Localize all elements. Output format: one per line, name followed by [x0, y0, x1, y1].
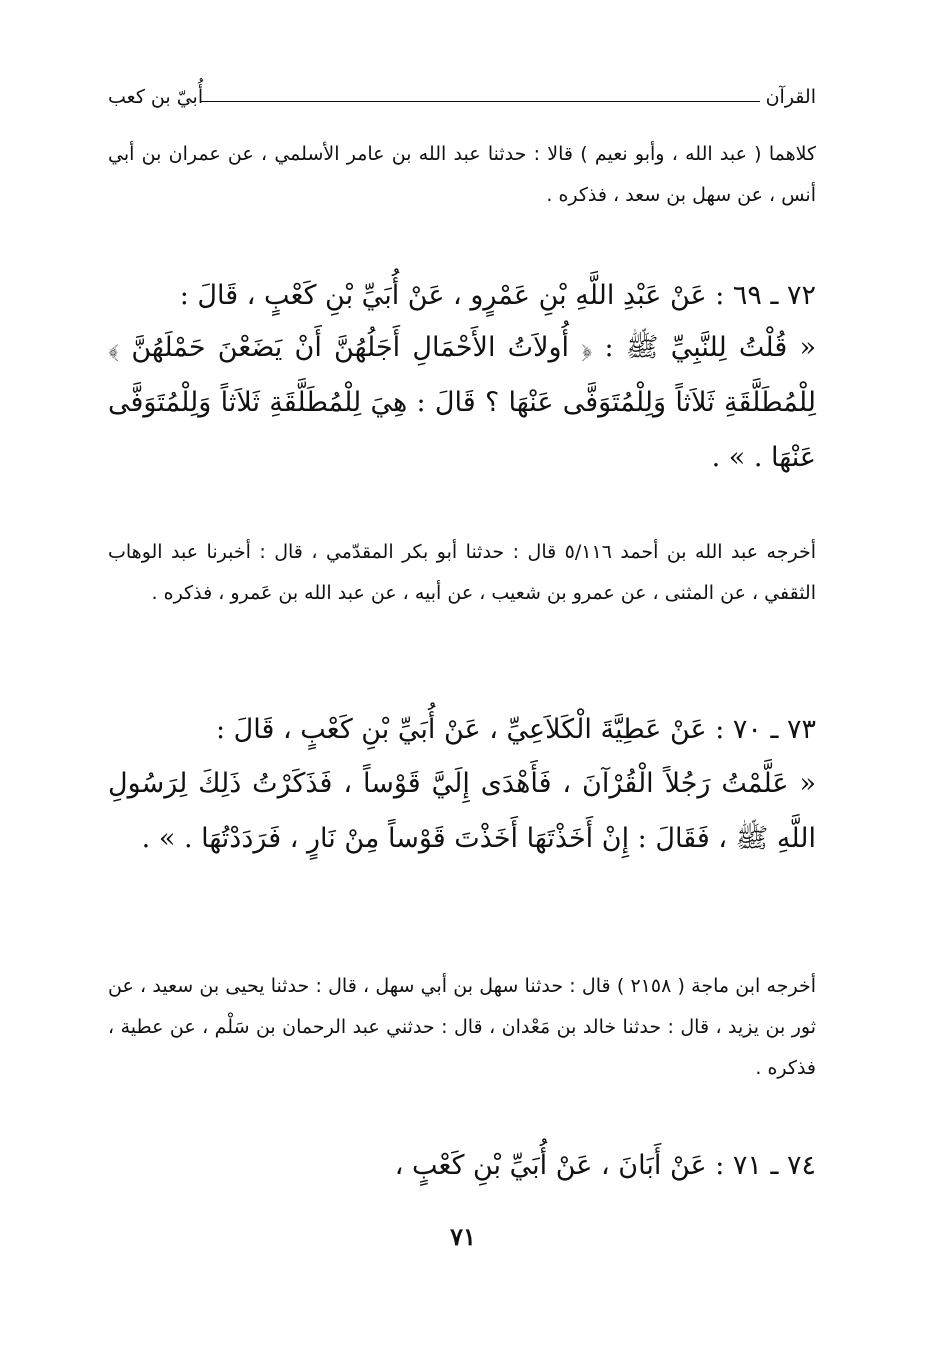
page-number: ٧١ — [450, 1222, 476, 1251]
hadith-heading: ٧٢ ـ ٦٩ : عَنْ عَبْدِ اللَّهِ بْنِ عَمْرٍو ، عَنْ أُبَيِّ بْنِ كَعْبٍ ، قَالَ : — [179, 280, 816, 311]
header-section-title: القرآن — [765, 86, 816, 108]
header-rule — [200, 101, 760, 102]
hadith-heading: ٧٤ ـ ٧١ : عَنْ أَبَانَ ، عَنْ أُبَيِّ بْنِ كَعْبٍ ، — [394, 1150, 816, 1181]
hadith-text: « قُلْتُ لِلنَّبِيِّ ﷺ : ﴿ أُولاَتُ الأَحْمَالِ أَجَلُهُنَّ أَنْ يَضَعْنَ حَمْلَهُنَّ ﴾ لِلْمُطَلَّقَةِ ثَلاَثاً وَلِلْمُتَوَفَّى عَنْهَا ؟ قَالَ : هِيَ لِلْمُطَلَّقَةِ ثَلاَثاً وَلِلْمُتَوَفَّى عَنْهَا . » . — [108, 332, 816, 473]
hadith-heading: ٧٣ ـ ٧٠ : عَنْ عَطِيَّةَ الْكَلاَعِيِّ ، عَنْ أُبَيِّ بْنِ كَعْبٍ ، قَالَ : — [215, 714, 816, 745]
source-paragraph: أخرجه ابن ماجة ( ٢١٥٨ ) قال : حدثنا سهل بن أبي سهل ، قال : حدثنا يحيى بن سعيد ، عن ثور بن يزيد ، قال : حدثنا خالد بن مَعْدان ، قال : حدثني عبد الرحمان بن سَلْم ، عن عطية ، فذكره . — [108, 975, 816, 1079]
source-paragraph: كلاهما ( عبد الله ، وأبو نعيم ) قالا : حدثنا عبد الله بن عامر الأسلمي ، عن عمران بن أبي أنس ، عن سهل بن سعد ، فذكره . — [108, 143, 816, 206]
hadith-text: « عَلَّمْتُ رَجُلاً الْقُرْآنَ ، فَأَهْدَى إِلَيَّ قَوْساً ، فَذَكَرْتُ ذَلِكَ لِرَسُولِ اللَّهِ ﷺ ، فَقَالَ : إِنْ أَخَذْتَهَا أَخَذْتَ قَوْساً مِنْ نَارٍ ، فَرَدَدْتُهَا . » . — [108, 768, 816, 854]
source-paragraph: أخرجه عبد الله بن أحمد ٥/١١٦ قال : حدثنا أبو بكر المقدّمي ، قال : أخبرنا عبد الوهاب الثقفي ، عن المثنى ، عن عمرو بن شعيب ، عن أبيه ، عن عبد الله بن عَمرو ، فذكره . — [108, 541, 817, 604]
header-chapter-title: أُبيّ بن كعب — [108, 86, 204, 108]
running-header — [108, 78, 816, 118]
